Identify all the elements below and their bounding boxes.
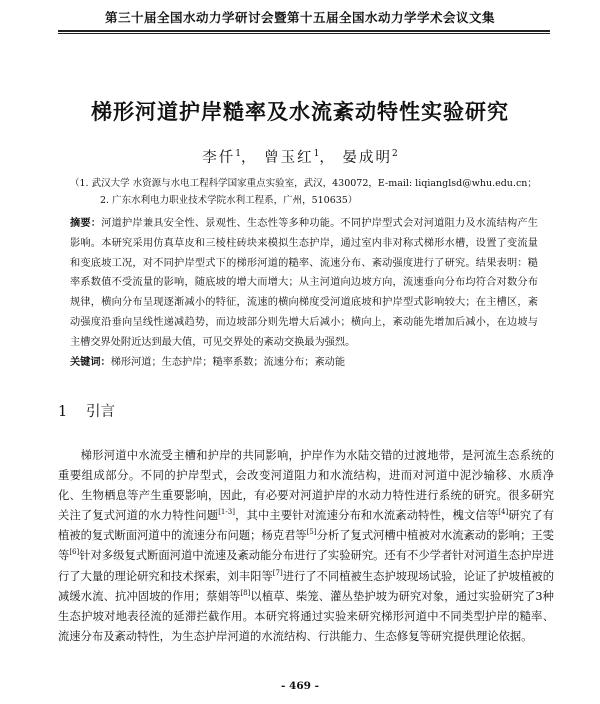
section-number: 1	[58, 404, 68, 420]
affiliation-1: （1. 武汉大学 水资源与水电工程科学国家重点实验室，武汉，430072，E-mail: liqianglsd@whu.edu.cn；	[70, 178, 537, 189]
intro-text: 分析了复式河槽中植被对水流紊动的影响；王雯等	[58, 529, 554, 563]
intro-paragraph	[58, 446, 554, 647]
paper-title: 梯形河道护岸糙率及水流紊动特性实验研究	[91, 100, 509, 124]
author-affil-mark: 1	[235, 149, 242, 160]
author-affil-mark: 1	[313, 149, 320, 160]
author-name: 曾玉红	[264, 150, 314, 166]
abstract-label: 摘要：	[70, 218, 102, 229]
intro-text: ，其中主要针对流速分布和水流紊动特性，槐文信等	[234, 509, 499, 523]
section-heading	[58, 400, 115, 421]
affiliation-2: 2. 广东水利电力职业技术学院水利工程系，广州，510635）	[100, 195, 358, 206]
intro-text: 梯形河道中水流受主槽和护岸的共同影响，护岸作为水陆交错的过渡地带，是河流生态系统的重要组成部分。不同的护岸型式，会改变河道阻力和水流结构，进而对河道中泥沙输移、水质净化、生物栖息等产生重要影响，因此，有必要对河道护岸的水动力特性进行系统的研究。很多研究关注了复式河道的水力特性问题	[58, 449, 554, 523]
intro-text: 进行了不同植被生态护坡现场试验，论证了护坡植被的减缓水流、抗冲固坡的作用；蔡娟等	[58, 569, 554, 603]
keywords-label: 关键词：	[70, 357, 111, 368]
header-rule-thick	[58, 30, 550, 32]
citation: [7]	[272, 568, 283, 577]
keywords	[70, 355, 538, 371]
abstract-text: 河道护岸兼具安全性、景观性、生态性等多种功能。不同护岸型式会对河道阻力及水流结构产生影响。本研究采用仿真草皮和三棱柱砖块来模拟生态护岸，通过室内非对称式梯形水槽，设置了变流量和变底坡工况，对不同护岸型式下的梯形河道的糙率、流速分布、紊动强度进行了研究。结果表明：糙率系数值不受流量的影响，随底坡的增大而增大；从主河道向边坡方向，流速垂向分布均符合对数分布规律，横向分布呈现逐渐减小的特征，流速的横向梯度受河道底坡和护岸型式影响较大；在主槽区，紊动强度沿垂向呈线性递减趋势，而边坡部分则先增大后减小；横向上，紊动能先增加后减小，在边坡与主槽交界处附近达到最大值，可见交界处的紊动交换最为强烈。	[70, 218, 538, 348]
keywords-text: 梯形河道；生态护岸；糙率系数；流速分布；紊动能	[110, 357, 346, 368]
citation: [5]	[306, 528, 317, 537]
intro-text: 针对多级复式断面河道中流速及紊动能分布进行了实验研究。还有不少学者针对河道生态护岸进行了大量的理论研究和技术探索，刘丰阳等	[58, 549, 554, 583]
header-rule-thin	[58, 33, 550, 34]
author-list: 李仟$^1$， 曾玉红$^1$， 晏成明$^2$	[202, 149, 398, 166]
running-header: 第三十届全国水动力学研讨会暨第十五届全国水动力学学术会议文集	[104, 10, 495, 25]
page-number: - 469 -	[281, 680, 319, 692]
intro-text: 研究了有植被的复式断面河道中的流速分布问题；杨克君等	[58, 509, 554, 543]
author-affil-mark: 2	[391, 149, 398, 160]
citation: [6]	[69, 548, 80, 557]
citation: [4]	[498, 508, 509, 517]
citation: [1-3]	[218, 508, 235, 517]
citation: [8]	[240, 588, 251, 597]
author-name: 李仟	[202, 150, 236, 166]
author-name: 晏成明	[342, 150, 392, 166]
section-title: 引言	[86, 404, 115, 420]
abstract	[70, 214, 538, 353]
intro-text: 以植草、柴笼、灌丛垫护坡为研究对象，通过实验研究了3种生态护坡对地表径流的延滞拦截作用。本研究将通过实验来研究梯形河道中不同类型护岸的糙率、流速分布及紊动特性，为生态护岸河道的水流结构、行洪能力、生态修复等研究提供理论依据。	[58, 589, 554, 643]
